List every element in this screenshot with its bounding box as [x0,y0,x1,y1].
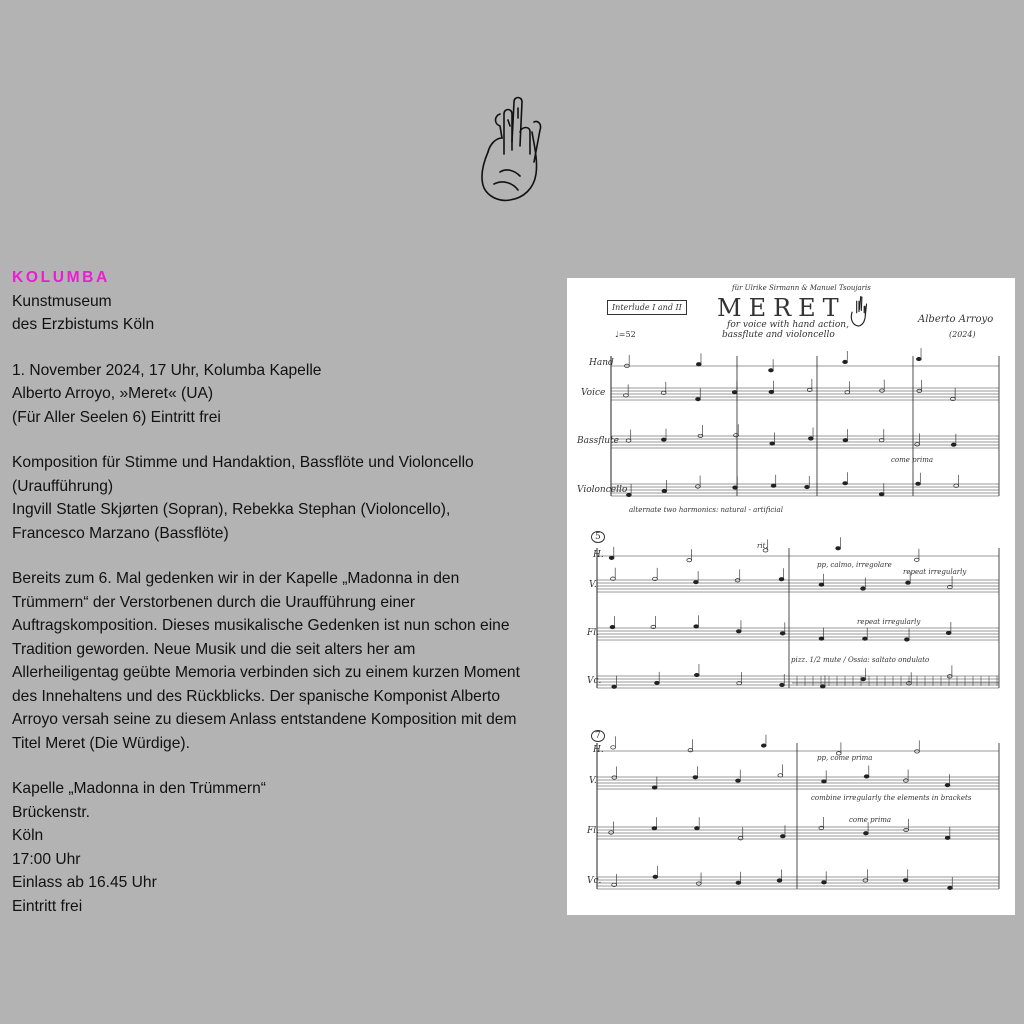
note-mark [946,631,951,634]
score-annotation: pp, calmo, irregolare [817,561,892,569]
score-title: MERET [717,294,846,322]
composition-line-4: Francesco Marzano (Bassflöte) [12,524,229,542]
system2-label-voice: V. [589,580,597,590]
note-mark [696,363,701,366]
score-composer: Alberto Arroyo [918,314,994,325]
note-mark [735,579,740,582]
note-mark [915,443,920,446]
note-mark [916,357,921,360]
note-mark [694,673,699,676]
event-block [12,359,560,430]
note-mark [771,484,776,487]
instrument-label-violoncello: Violoncello [577,485,628,495]
institution-line-1: Kunstmuseum [12,292,112,310]
venue-line-1: Kapelle „Madonna in den Trümmern“ [12,780,266,797]
score-annotation: alternate two harmonics: natural - artificial [629,506,783,514]
note-mark [609,831,614,834]
venue-line-2: Brückenstr. [12,803,90,821]
note-mark [661,438,666,441]
note-mark [779,578,784,581]
note-mark [843,438,848,441]
event-work-line: Alberto Arroyo, »Meret« (UA) [12,385,214,402]
note-mark [734,434,739,437]
event-text [12,266,560,940]
note-mark [903,779,908,782]
score-subtitle-1: for voice with hand action, [727,320,849,330]
score-year: (2024) [949,330,976,339]
description-line-2: Trümmern“ der Verstorbenen durch die Uraufführung einer [12,593,416,611]
description-line-7: Arroyo versah seine zu diesem Anlass entstandene Komposition mit dem [12,711,517,728]
note-mark [945,783,950,786]
note-mark [948,886,953,889]
score-annotation: come prima [891,456,934,464]
system3-label-flute: Fl. [587,826,599,836]
event-date-line: 1. November 2024, 17 Uhr, Kolumba Kapelle [12,361,322,379]
composition-line-3: Ingvill Statle Skjørten (Sopran), Rebekka Stephan (Violoncello), [12,501,451,518]
note-mark [696,882,701,885]
venue-line-5: Einlass ab 16.45 Uhr [12,874,157,891]
description-block [12,567,560,755]
instrument-label-bassflute: Bassflute [577,436,619,446]
note-mark [822,881,827,884]
note-mark [916,482,921,485]
score-tempo: ♩=52 [615,330,636,339]
score-annotation: pizz. 1/2 mute / Ossia: saltato ondulato [791,656,930,664]
institution-line-2: des Erzbistums Köln [12,316,155,333]
description-line-3: Auftragskomposition. Dieses musikalische Gedenken ist nun schon eine [12,617,510,634]
note-mark [947,675,952,678]
note-mark [695,485,700,488]
score-annotation: come prima [849,816,892,824]
note-mark [769,390,774,393]
note-mark [843,360,848,363]
note-mark [652,827,657,830]
venue-line-4: 17:00 Uhr [12,850,81,868]
note-mark [863,637,868,640]
score-excerpt [567,278,1015,915]
instrument-label-voice: Voice [581,388,606,398]
note-mark [693,776,698,779]
note-mark [612,685,617,688]
note-mark [694,625,699,628]
description-line-4: Tradition geworden. Neue Musik und die seit alters her am [12,640,416,658]
header-block [12,266,560,337]
score-annotation: repeat irregularly [857,618,921,626]
note-mark [609,556,614,559]
note-mark [861,587,866,590]
note-mark [915,750,920,753]
note-mark [612,776,617,779]
note-mark [880,389,885,392]
score-subtitle-2: bassflute and violoncello [722,330,835,340]
note-mark [694,580,699,583]
note-mark [777,879,782,882]
note-mark [808,437,813,440]
rehearsal-mark-5: 5 [591,531,605,543]
note-mark [904,638,909,641]
note-mark [805,485,810,488]
note-mark [610,625,615,628]
note-mark [879,493,884,496]
composition-line-1: Komposition für Stimme und Handaktion, Bassflöte und Violoncello [12,454,474,471]
note-mark [822,780,827,783]
score-dedication: für Ulrike Sirmann & Manuel Tsoujaris [732,284,871,292]
note-mark [652,786,657,789]
description-line-6: des Innehaltens und des Rückblicks. Der spanische Komponist Alberto [12,687,501,705]
score-annotation: rit. [757,542,768,550]
note-mark [780,683,785,686]
score-annotation: combine irregularly the elements in brackets [811,794,972,802]
note-mark [770,442,775,445]
hand-gesture-icon [474,92,550,204]
note-mark [863,832,868,835]
note-mark [836,547,841,550]
venue-line-6: Eintritt frei [12,897,83,915]
note-mark [769,369,774,372]
brand-name: KOLUMBA [12,269,110,286]
score-annotation: repeat irregularly [903,568,967,576]
venue-line-3: Köln [12,827,44,844]
note-mark [738,837,743,840]
note-mark [653,875,658,878]
description-line-1: Bereits zum 6. Mal gedenken wir in der Kapelle „Madonna in den [12,570,460,587]
event-series-line: (Für Aller Seelen 6) Eintritt frei [12,408,221,426]
note-mark [695,827,700,830]
note-mark [819,583,824,586]
system3-label-cello: Vc. [587,876,602,886]
note-mark [906,581,911,584]
hand-gesture-icon [848,294,870,328]
note-mark [761,744,766,747]
note-mark [863,879,868,882]
description-line-8: Titel Meret (Die Würdige). [12,734,190,752]
note-mark [819,637,824,640]
note-mark [655,681,660,684]
note-mark [736,881,741,884]
note-mark [843,482,848,485]
note-mark [903,879,908,882]
score-annotation: pp, come prima [817,754,873,762]
system2-label-flute: Fl. [587,628,599,638]
system3-label-voice: V. [589,776,597,786]
staff-lines [567,278,1015,915]
note-mark [687,558,692,561]
score-interlude-box: Interlude I and II [607,300,687,315]
description-line-5: Allerheiligentag geübte Memoria verbinden sich zu einem kurzen Moment [12,664,520,681]
system3-label-hand: H. [593,745,604,755]
venue-block [12,777,560,918]
note-mark [732,391,737,394]
note-mark [780,632,785,635]
note-mark [611,746,616,749]
composition-line-2: (Uraufführung) [12,477,114,495]
note-mark [861,677,866,680]
composition-block [12,451,560,545]
note-mark [945,836,950,839]
instrument-label-hand: Hand [589,358,614,368]
system2-label-cello: Vc. [587,676,602,686]
note-mark [662,489,667,492]
note-mark [951,443,956,446]
note-mark [736,630,741,633]
note-mark [864,775,869,778]
note-mark [778,774,783,777]
note-mark [688,749,693,752]
rehearsal-mark-7: 7 [591,730,605,742]
note-mark [914,558,919,561]
note-mark [696,397,701,400]
note-mark [736,779,741,782]
note-mark [780,835,785,838]
system2-label-hand: H. [593,550,604,560]
